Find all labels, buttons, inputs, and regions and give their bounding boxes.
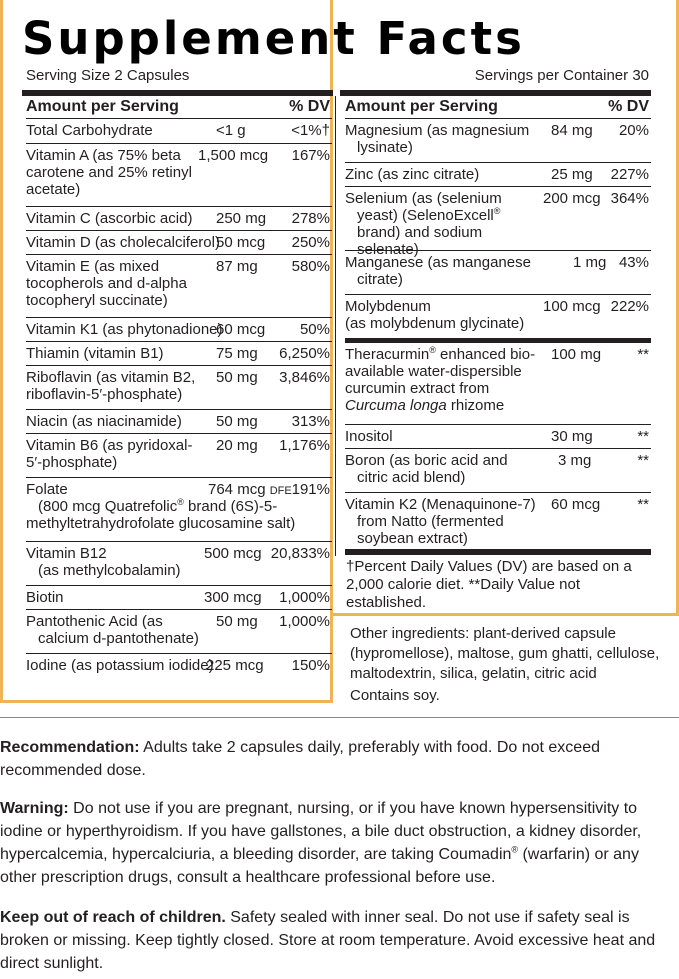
table-row [345, 162, 651, 186]
nutrient-dv: ** [637, 452, 649, 469]
nutrient-name [26, 545, 181, 579]
nutrient-name [26, 613, 199, 647]
nutrient-name: Biotin [26, 589, 64, 606]
table-row [26, 609, 332, 653]
keep-out-paragraph [0, 906, 679, 975]
selenium-sub-tail: brand) and sodium selenate) [357, 224, 483, 258]
nutrient-dv: 1,000% [279, 589, 330, 606]
nutrient-dv: ** [637, 428, 649, 445]
warning-label: Warning: [0, 800, 69, 817]
nutrient-name-text: Boron (as boric acid and [345, 452, 508, 469]
nutrient-amount: 30 mg [551, 428, 593, 445]
dv-label: % DV [608, 98, 649, 115]
nutrient-table-right [345, 96, 651, 550]
table-row [345, 250, 651, 294]
nutrient-name [345, 254, 531, 288]
nutrient-name-text: Magnesium (as magnesium [345, 122, 530, 139]
keep-out-label: Keep out of reach of children. [0, 909, 226, 926]
nutrient-amount: 1 mg [573, 254, 607, 271]
nutrient-dv: 580% [291, 258, 330, 275]
selenium-sub: yeast) (SelenoExcell [357, 207, 494, 224]
nutrient-dv: 222% [610, 298, 649, 315]
nutrient-dv: 313% [291, 413, 330, 430]
table-row [345, 424, 651, 448]
registered-mark: ® [429, 345, 436, 355]
nutrient-amount: 1,500 mcg [198, 147, 269, 164]
nutrient-name-text: Vitamin B12 [26, 545, 107, 562]
nutrient-amount: 3 mg [558, 452, 592, 469]
folate-sub-tail: brand (6S)-5-methyltetrahydrofolate glucosamine salt) [26, 498, 296, 532]
nutrient-dv: 167% [291, 147, 330, 164]
nutrient-dv: 43% [618, 254, 649, 271]
nutrient-amount: 225 mcg [206, 657, 264, 674]
nutrient-subtext: calcium d-pantothenate) [38, 630, 199, 647]
nutrient-amount: 60 mcg [551, 496, 601, 513]
nutrient-name: Vitamin C (ascorbic acid) [26, 210, 193, 227]
table-row [26, 409, 332, 433]
table-row [26, 317, 332, 341]
nutrient-amount: 50 mg [216, 369, 258, 386]
dv-footnote: †Percent Daily Values (DV) are based on a 2,000 calorie diet. **Daily Value not established. [346, 558, 632, 611]
nutrient-subtext: (as methylcobalamin) [38, 562, 181, 579]
nutrient-subtext: citrate) [357, 271, 403, 288]
nutrient-name: Iodine (as potassium iodide) [26, 657, 214, 674]
footnote-rule [345, 549, 651, 555]
warning-paragraph [0, 797, 679, 889]
table-row [26, 341, 332, 365]
warning-text: Do not use if you are pregnant, nursing, or if you have known hypersensitivity to iodine or hyperthyroidism. If you have gallstones, a bile duct obstruction, a kidney disorder, hypercalcemia, hypercalciuria, a bleeding disorder, are taking Coumadin [0, 800, 642, 863]
nutrient-subtext: (as molybdenum glycinate) [345, 315, 525, 332]
nutrient-amount: 25 mg [551, 166, 593, 183]
table-row [26, 653, 332, 679]
amount-unit: DFE [269, 485, 292, 497]
nutrient-name-text: Pantothenic Acid (as [26, 613, 163, 630]
nutrient-name: Vitamin K1 (as phytonadione) [26, 321, 223, 338]
table-row [26, 433, 332, 477]
nutrient-amount: 300 mcg [204, 589, 262, 606]
amount-value: 764 mcg [208, 481, 266, 498]
table-row [26, 585, 332, 609]
recommendation-text: Adults take 2 capsules daily, preferably with food. Do not exceed recommended dose. [0, 739, 600, 779]
nutrient-name-text: Vitamin K2 (Menaquinone-7) [345, 496, 536, 513]
nutrient-amount: 60 mcg [216, 321, 266, 338]
nutrient-dv: 6,250% [279, 345, 330, 362]
amount-per-serving-label: Amount per Serving [26, 98, 179, 115]
nutrient-dv: 191% [291, 481, 330, 498]
nutrient-dv: 364% [610, 190, 649, 207]
keep-out-text: Safety sealed with inner seal. Do not use if safety seal is broken or missing. Keep tightly closed. Store at room temperature. Avoid excessive heat and direct sunlight. [0, 909, 656, 972]
table-row [26, 230, 332, 254]
nutrient-name: Total Carbohydrate [26, 122, 153, 139]
column-divider [335, 96, 336, 556]
warning-text-tail: (warfarin) or any other prescription drugs, consult a healthcare professional before use. [0, 846, 639, 886]
nutrient-name-text: Molybdenum [345, 298, 431, 315]
recommendation-label: Recommendation: [0, 739, 140, 756]
nutrient-dv: 250% [291, 234, 330, 251]
allergen-statement: Contains soy. [350, 687, 440, 704]
other-ingredients [350, 624, 670, 706]
nutrient-dv: 1,176% [279, 437, 330, 454]
nutrient-name: Vitamin D (as cholecalciferol) [26, 234, 220, 251]
servings-per-container: Servings per Container 30 [474, 67, 649, 84]
nutrient-dv: ** [637, 496, 649, 513]
nutrient-dv: 227% [610, 166, 649, 183]
nutrient-amount: <1 g [216, 122, 246, 139]
table-row [345, 186, 651, 258]
nutrient-dv: <1%† [291, 122, 330, 139]
table-row [345, 448, 651, 492]
registered-mark: ® [493, 206, 501, 216]
nutrient-name-text: Selenium (as (selenium [345, 190, 502, 207]
nutrient-name [345, 190, 545, 258]
table-header [345, 96, 651, 118]
nutrient-amount: 50 mcg [216, 234, 266, 251]
nutrient-amount: 20 mg [216, 437, 258, 454]
nutrient-name [345, 346, 540, 414]
table-row [26, 143, 332, 206]
nutrient-amount: 100 mg [551, 346, 602, 363]
nutrient-table-left [26, 96, 332, 679]
nutrient-name: Riboflavin (as vitamin B2, riboflavin-5′-phosphate) [26, 369, 196, 403]
nutrient-name: Zinc (as zinc citrate) [345, 166, 480, 183]
dv-label: % DV [289, 98, 330, 115]
nutrient-name-end: rhizome [446, 397, 505, 414]
table-row [345, 338, 651, 424]
nutrient-name-tail: enhanced bio-available water-dispersible curcumin extract from [345, 346, 536, 397]
registered-mark: ® [511, 844, 519, 855]
nutrient-name: Vitamin B6 (as pyridoxal-5′-phosphate) [26, 437, 193, 471]
nutrient-name [345, 298, 524, 332]
nutrient-dv: 150% [291, 657, 330, 674]
table-row [26, 206, 332, 230]
table-row [26, 254, 332, 317]
nutrient-dv: 3,846% [279, 369, 330, 386]
nutrient-subtext: citric acid blend) [357, 469, 466, 486]
nutrient-dv: 20,833% [270, 545, 330, 562]
nutrient-amount: 500 mcg [204, 545, 262, 562]
botanical-name: Curcuma longa [345, 397, 447, 414]
nutrient-dv: 278% [291, 210, 330, 227]
table-header [26, 96, 332, 118]
page-title: Supplement Facts [22, 12, 525, 65]
nutrient-amount: 100 mcg [543, 298, 601, 315]
nutrient-amount: 75 mg [216, 345, 258, 362]
folate-sub: (800 mcg Quatrefolic [38, 498, 178, 515]
serving-size: Serving Size 2 Capsules [26, 67, 190, 84]
nutrient-name [345, 496, 545, 547]
nutrient-amount: 50 mg [216, 413, 258, 430]
table-row [345, 492, 651, 550]
nutrient-dv: 1,000% [279, 613, 330, 630]
nutrient-dv: 20% [618, 122, 649, 139]
nutrient-name: Folate [26, 481, 68, 498]
nutrient-name: Thiamin (vitamin B1) [26, 345, 164, 362]
nutrient-amount: 84 mg [551, 122, 593, 139]
nutrient-name-text: Theracurmin [345, 346, 430, 363]
nutrient-name: Vitamin A (as 75% beta carotene and 25% retinyl acetate) [26, 147, 192, 198]
nutrient-dv: 50% [299, 321, 330, 338]
nutrient-name: Vitamin E (as mixed tocopherols and d-alpha tocopheryl succinate) [26, 258, 187, 309]
nutrient-subtext [26, 498, 326, 532]
nutrient-name-text: Manganese (as manganese [345, 254, 531, 271]
nutrient-subtext: from Natto (fermented soybean extract) [357, 513, 504, 547]
table-row [26, 365, 332, 409]
nutrient-name: Niacin (as niacinamide) [26, 413, 182, 430]
nutrient-amount: 200 mcg [543, 190, 601, 207]
table-row [26, 118, 332, 143]
table-row [26, 477, 332, 541]
recommendation-paragraph [0, 736, 679, 782]
nutrient-name [345, 452, 508, 486]
nutrient-dv: ** [637, 346, 649, 363]
nutrient-name: Inositol [345, 428, 393, 445]
table-row [26, 541, 332, 585]
section-divider [0, 717, 679, 718]
nutrient-amount: 50 mg [216, 613, 258, 630]
nutrient-amount: 250 mg [216, 210, 267, 227]
table-row [345, 118, 651, 162]
other-ingredients-text: Other ingredients: plant-derived capsule (hypromellose), maltose, gum ghatti, cellulose, maltodextrin, silica, gelatin, citric acid [350, 625, 660, 682]
table-row [345, 294, 651, 338]
nutrient-subtext: lysinate) [357, 139, 413, 156]
registered-mark: ® [177, 497, 184, 507]
nutrient-name [345, 122, 529, 156]
amount-per-serving-label: Amount per Serving [345, 98, 498, 115]
nutrient-amount: 87 mg [216, 258, 258, 275]
